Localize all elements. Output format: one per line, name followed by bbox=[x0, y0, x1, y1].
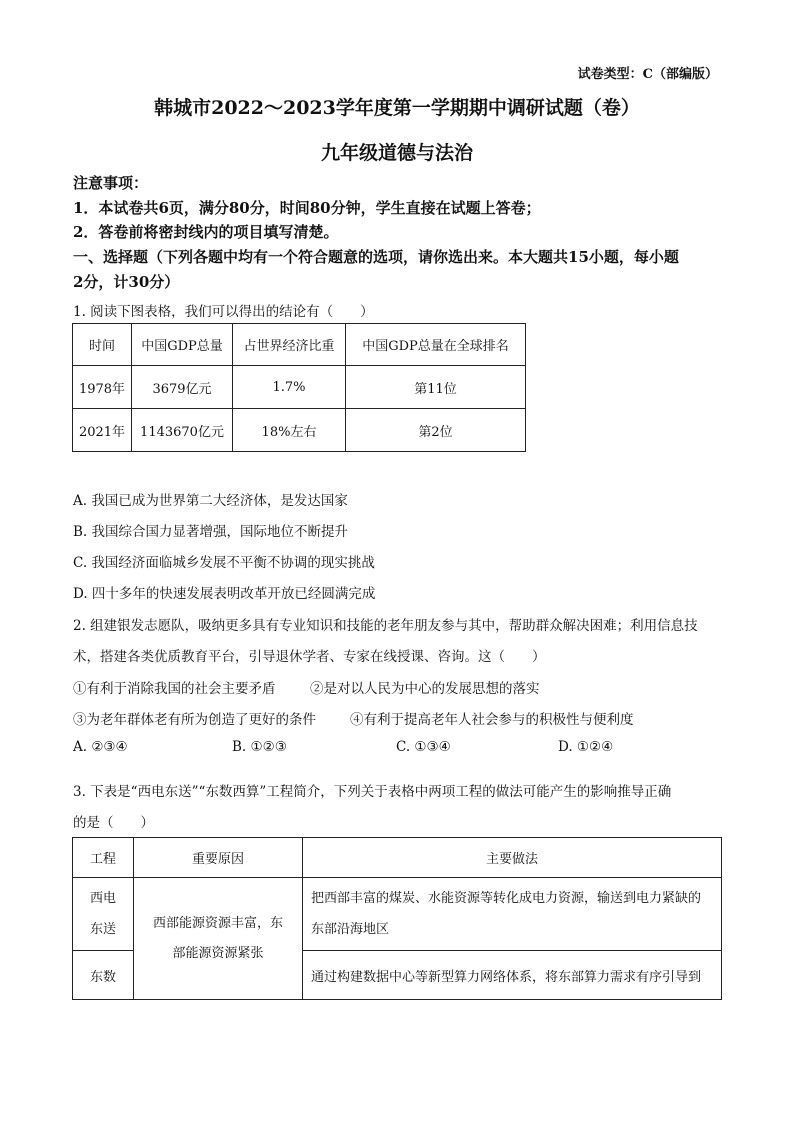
table-header-cell: 重要原因 bbox=[134, 838, 303, 878]
q3-projects-table bbox=[72, 837, 722, 1000]
q1-option-c: C. 我国经济面临城乡发展不平衡不协调的现实挑战 bbox=[73, 555, 375, 571]
method-line: 东部沿海地区 bbox=[311, 922, 390, 937]
q2-option-c: C. ①③④ bbox=[396, 739, 451, 755]
q2-statement-1: ①有利于消除我国的社会主要矛盾 bbox=[73, 681, 276, 697]
table-header-cell: 主要做法 bbox=[303, 838, 722, 878]
q1-option-a: A. 我国已成为世界第二大经济体，是发达国家 bbox=[73, 493, 348, 509]
table-cell: 3679亿元 bbox=[132, 366, 233, 409]
reason-line: 西部能源资源丰富，东 bbox=[152, 915, 283, 931]
table-header-row bbox=[73, 838, 722, 878]
q3-stem-line2: 的是（ ） bbox=[73, 815, 154, 831]
table-row bbox=[73, 878, 722, 951]
q2-stem-line2: 术，搭建各类优质教育平台，引导退休学者、专家在线授课、咨询。这（ ） bbox=[73, 649, 546, 665]
q3-stem-line1: 3. 下表是“西电东送”“东数西算”工程简介，下列关于表格中两项工程的做法可能产生的影响推导正确 bbox=[73, 784, 672, 800]
table-cell: 第11位 bbox=[346, 366, 526, 409]
table-header-cell: 中国GDP总量 bbox=[132, 324, 233, 366]
table-cell: 第2位 bbox=[346, 409, 526, 452]
table-cell: 通过构建数据中心等新型算力网络体系，将东部算力需求有序引导到 bbox=[303, 951, 722, 1000]
section-heading-line1: 一、选择题（下列各题中均有一个符合题意的选项，请你选出来。本大题共15小题，每小题 bbox=[73, 248, 679, 266]
q2-statement-2: ②是对以人民为中心的发展思想的落实 bbox=[310, 681, 540, 697]
project-name-part: 东送 bbox=[89, 922, 116, 937]
table-header-cell: 工程 bbox=[73, 838, 134, 878]
q2-option-a: A. ②③④ bbox=[73, 739, 128, 755]
table-header-row bbox=[73, 324, 526, 366]
table-header-cell: 占世界经济比重 bbox=[233, 324, 346, 366]
table-cell: 1.7% bbox=[233, 366, 346, 409]
q1-stem: 1. 阅读下图表格，我们可以得出的结论有（ ） bbox=[73, 304, 374, 320]
q2-stem-line1: 2. 组建银发志愿队，吸纳更多具有专业知识和技能的老年朋友参与其中，帮助群众解决困难；利用信息技 bbox=[73, 618, 698, 634]
exam-subject: 九年级道德与法治 bbox=[320, 142, 473, 164]
notes-item-2: 2．答卷前将密封线内的项目填写清楚。 bbox=[73, 223, 339, 241]
table-header-cell: 时间 bbox=[73, 324, 132, 366]
q2-option-b: B. ①②③ bbox=[232, 739, 287, 755]
table-cell: 1978年 bbox=[73, 366, 132, 409]
notes-item-1: 1．本试卷共6页，满分80分，时间80分钟，学生直接在试题上答卷； bbox=[73, 199, 541, 217]
table-cell: 东数 bbox=[73, 951, 134, 1000]
section-heading-line2: 2分，计30分） bbox=[73, 273, 180, 291]
q2-statement-3: ③为老年群体老有所为创造了更好的条件 bbox=[73, 712, 316, 728]
paper-type-label: 试卷类型：C（部编版） bbox=[577, 67, 718, 82]
q1-option-b: B. 我国综合国力显著增强，国际地位不断提升 bbox=[73, 524, 349, 540]
table-row bbox=[73, 366, 526, 409]
q2-option-d: D. ①②④ bbox=[558, 739, 614, 755]
q2-statement-4: ④有利于提高老年人社会参与的积极性与便利度 bbox=[350, 712, 634, 728]
q1-option-d: D. 四十多年的快速发展表明改革开放已经圆满完成 bbox=[73, 586, 376, 602]
q1-gdp-table bbox=[72, 323, 526, 452]
table-row bbox=[73, 409, 526, 452]
notes-heading: 注意事项： bbox=[73, 174, 149, 192]
table-cell: 18%左右 bbox=[233, 409, 346, 452]
table-cell: 1143670亿元 bbox=[132, 409, 233, 452]
reason-line: 部能源资源紧张 bbox=[172, 945, 264, 961]
table-cell bbox=[134, 878, 303, 1000]
exam-title: 韩城市2022～2023学年度第一学期期中调研试题（卷） bbox=[154, 97, 640, 119]
table-cell bbox=[303, 878, 722, 951]
table-cell bbox=[73, 878, 134, 951]
method-line: 把西部丰富的煤炭、水能资源等转化成电力资源，输送到电力紧缺的 bbox=[311, 891, 702, 906]
table-cell: 2021年 bbox=[73, 409, 132, 452]
table-header-cell: 中国GDP总量在全球排名 bbox=[346, 324, 526, 366]
project-name-part: 西电 bbox=[89, 891, 116, 906]
